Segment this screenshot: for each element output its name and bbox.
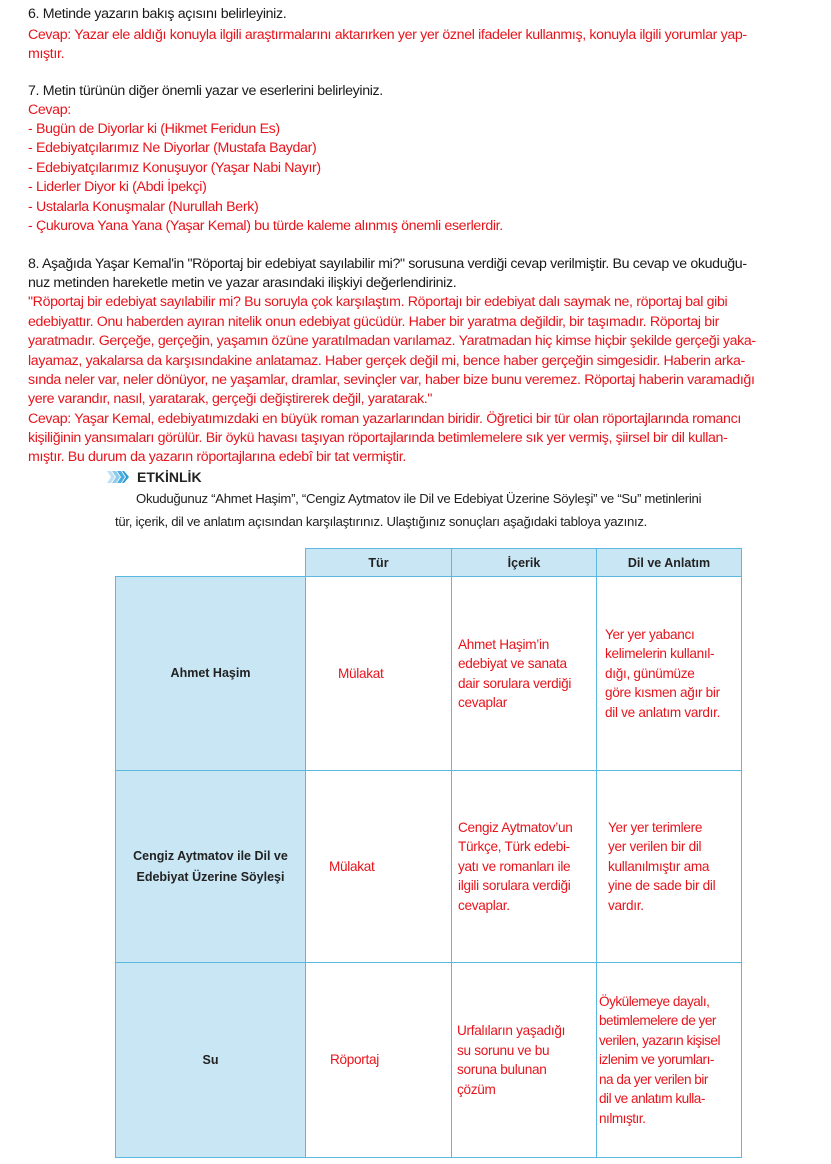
cell-tur (305, 962, 452, 1158)
header-tur (305, 548, 452, 577)
answer-8-line: Cevap: Yaşar Kemal, edebiyatımızdaki en büyük roman yazarlarından biridir. Öğretici bir tür olan röportajlarında romancı (28, 411, 741, 427)
activity-intro-line-1: Okuduğunuz “Ahmet Haşim”, “Cengiz Aytmatov ile Dil ve Edebiyat Üzerine Söyleşi” ve “Su” metinlerini (136, 491, 702, 506)
header-tur-label: Tür (368, 555, 389, 570)
cell-icerik (451, 770, 597, 963)
row-title-label: Ahmet Haşim (170, 666, 251, 680)
cell-text: Urfalıların yaşadığı su sorunu ve bu soruna bulunan çözüm (457, 1023, 566, 1097)
answer-7-item: - Çukurova Yana Yana (Yaşar Kemal) bu türde kaleme alınmış önemli eserlerdir. (28, 218, 503, 234)
quote-line: edebiyattır. Onu haberden ayıran nitelik onun edebiyat gücüdür. Haber bir yaratma değildir, bir taşımadır. Röportaj bir (28, 314, 719, 330)
cell-icerik (451, 576, 597, 771)
answer-7-label: Cevap: (28, 102, 71, 118)
answer-8-line: kişiliğinin yansımaları görülür. Bir öykü havası taşıyan röportajlarında betimlemelere sık yer vermiş, şiirsel bir dil kullan- (28, 430, 728, 446)
cell-dil (596, 962, 742, 1158)
question-8-line-2: nuz metinden hareketle metin ve yazar arasındaki ilişkiyi değerlendiriniz. (28, 275, 457, 291)
cell-text: Mülakat (338, 665, 384, 681)
question-6: 6. Metinde yazarın bakış açısını belirleyiniz. (28, 6, 287, 22)
row-title-cengiz-aytmatov (115, 770, 306, 963)
question-7: 7. Metin türünün diğer önemli yazar ve eserlerini belirleyiniz. (28, 83, 383, 99)
cell-tur (305, 576, 452, 771)
answer-7-item: - Bugün de Diyorlar ki (Hikmet Feridun Es) (28, 121, 280, 137)
answer-7-item: - Edebiyatçılarımız Konuşuyor (Yaşar Nabi Nayır) (28, 160, 321, 176)
question-8-line-1: 8. Aşağıda Yaşar Kemal'in "Röportaj bir edebiyat sayılabilir mi?" sorusuna verdiği cevap verilmiştir. Bu cevap ve okuduğu- (28, 256, 747, 272)
answer-7-item: - Liderler Diyor ki (Abdi İpekçi) (28, 179, 207, 195)
row-title-su (115, 962, 306, 1158)
cell-tur (305, 770, 452, 963)
activity-intro-line-2: tür, içerik, dil ve anlatım açısından karşılaştırınız. Ulaştığınız sonuçları aşağıdaki tabloya yazınız. (115, 514, 648, 529)
cell-text: Yer yer yabancı kelimelerin kullanıl- dığı, günümüze göre kısmen ağır bir dil ve anlatım vardır. (605, 626, 721, 720)
cell-text: Röportaj (330, 1052, 379, 1068)
cell-text: Mülakat (329, 858, 375, 874)
cell-text: Ahmet Haşim’in edebiyat ve sanata dair sorulara verdiği cevaplar (458, 636, 572, 710)
row-title-ahmet-hasim (115, 576, 306, 771)
row-title-label: Su (202, 1052, 219, 1067)
row-title-label: Cengiz Aytmatov ile Dil ve Edebiyat Üzerine Söyleşi (133, 848, 288, 884)
quote-line: layamaz, yakalarsa da karşısındakine anlatamaz. Haber gerçek değil mi, bence haber gerçeğin simgesidir. Haberin arka- (28, 353, 745, 369)
quote-line: yere varandır, nasıl, yaratarak, gerçeği değiştirerek değil, yaratarak." (28, 391, 433, 407)
answer-7-item: - Edebiyatçılarımız Ne Diyorlar (Mustafa Baydar) (28, 140, 317, 156)
cell-text: Yer yer terimlere yer verilen bir dil kullanılmıştır ama yine de sade bir dil vardır. (608, 819, 716, 913)
quote-line: yaratmadır. Gerçeğe, gerçeğin, yaşamın özüne yaratılmadan varılamaz. Yaratmadan hiç kimse hiçbir şekilde gerçeği yaka- (28, 333, 756, 349)
header-dil-label: Dil ve Anlatım (627, 555, 711, 570)
header-icerik (451, 548, 597, 577)
answer-8-line: mıştır. Bu durum da yazarın röportajlarına edebî bir tat vermiştir. (28, 449, 406, 465)
activity-header (107, 466, 202, 488)
chevron-arrows-icon (107, 471, 129, 483)
header-dil-anlatim (596, 548, 742, 577)
cell-icerik (451, 962, 597, 1158)
answer-6-line-1: Cevap: Yazar ele aldığı konuyla ilgili araştırmalarını aktarırken yer yer öznel ifadeler kullanmış, konuyla ilgili yorumlar yap- (28, 27, 747, 43)
cell-dil (596, 770, 742, 963)
answer-6-line-2: mıştır. (28, 46, 65, 62)
cell-text: Cengiz Aytmatov’un Türkçe, Türk edebi- yatı ve romanları ile ilgili sorulara verdiği cevaplar. (458, 819, 573, 913)
quote-line: sında neler var, neler dönüyor, ne yaşamlar, dramlar, sevinçler var, haber bize bunu veremez. Röportaj haberin varamadığı (28, 372, 755, 388)
header-icerik-label: İçerik (507, 555, 541, 570)
activity-title: ETKİNLİK (137, 469, 202, 485)
answer-7-item: - Ustalarla Konuşmalar (Nurullah Berk) (28, 199, 259, 215)
quote-line: "Röportaj bir edebiyat sayılabilir mi? Bu soruyla çok karşılaştım. Röportajı bir edebiyat dalı saymak ne, röportaj bal gibi (28, 294, 728, 310)
cell-text: Öykülemeye dayalı, betimlemelere de yer verilen, yazarın kişisel izlenim ve yorumları- na da yer verilen bir dil ve anlatım kulla- nılmıştır. (599, 993, 720, 1126)
cell-dil (596, 576, 742, 771)
